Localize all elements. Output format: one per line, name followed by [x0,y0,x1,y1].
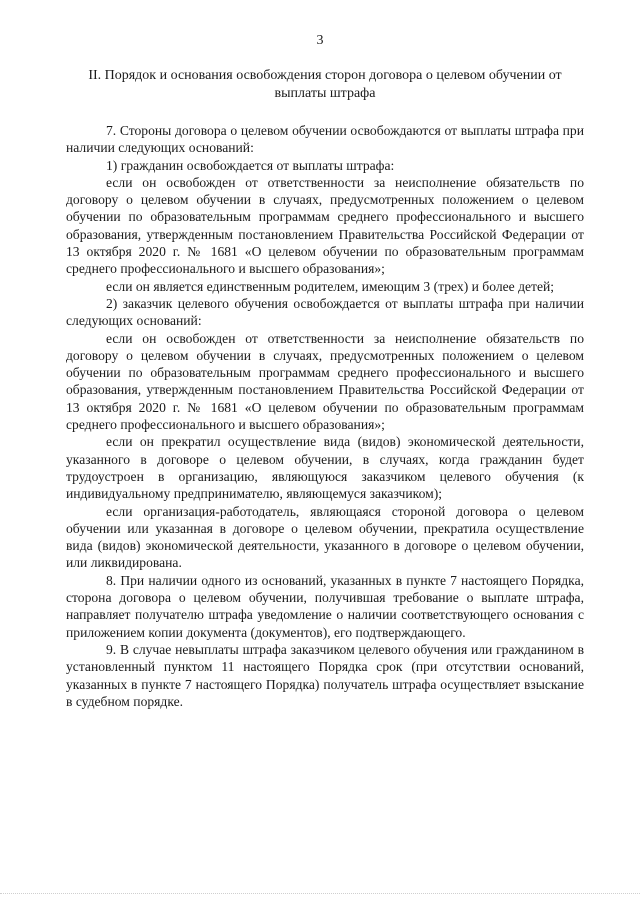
paragraph-7-item-1-clause-b: если он является единственным родителем, имеющим 3 (трех) и более детей; [106,278,555,294]
paragraph-7-item-2-clause-b: если он прекратил осуществление вида (видов) экономической деятельности, указанного в договоре о целевом обучении, в случаях, когда гражданин будет трудоустроен в организацию, являющуюся заказчиком целевого обучения (к индивидуальному предпринимателю, являющемуся заказчиком); [66,434,584,502]
paragraph-7-item-2-clause-a: если он освобожден от ответственности за неисполнение обязательств по договору о целевом обучении в случаях, предусмотренных положением о целевом обучении по образовательным программам среднего профессионального и высшего образования, утвержденным постановлением Правительства Российской Федерации от 13 октября 2020 г. № 1681 «О целевом обучении по образовательным программам среднего профессионального и высшего образования»; [66,330,584,433]
paragraph-7-item-1: 1) гражданин освобождается от выплаты штрафа: [106,157,395,173]
paragraph-7: 7. Стороны договора о целевом обучении освобождаются от выплаты штрафа при наличии следующих оснований: [66,123,584,156]
document-body [66,122,584,710]
paragraph-8: 8. При наличии одного из оснований, указанных в пункте 7 настоящего Порядка, сторона договора о целевом обучении, получившая требование о выплате штрафа, направляет получателю штрафа уведомление о наличии соответствующего основания с приложением копии документа (документов), его подтверждающего. [66,572,584,640]
paragraph-9: 9. В случае невыплаты штрафа заказчиком целевого обучения или гражданином в установленный пунктом 11 настоящего Порядка срок (при отсутствии оснований, указанных в пункте 7 настоящего Порядка) получатель штрафа осуществляет взыскание в судебном порядке. [66,641,584,709]
paragraph-7-item-1-clause-a: если он освобожден от ответственности за неисполнение обязательств по договору о целевом обучении в случаях, предусмотренных положением о целевом обучении по образовательным программам среднего профессионального и высшего образования, утвержденным постановлением Правительства Российской Федерации от 13 октября 2020 г. № 1681 «О целевом обучении по образовательным программам среднего профессионального и высшего образования»; [66,174,584,277]
paragraph-7-item-2: 2) заказчик целевого обучения освобождается от выплаты штрафа при наличии следующих оснований: [66,295,584,329]
page-bottom-edge [0,893,640,894]
paragraph-7-item-2-clause-c: если организация-работодатель, являющаяся стороной договора о целевом обучении или указанная в договоре о целевом обучении, прекратила осуществление вида (видов) экономической деятельности, указанного в договоре о целевом обучении, или ликвидирована. [66,503,584,571]
page-number: 3 [316,33,324,48]
section-title: II. Порядок и основания освобождения сторон договора о целевом обучении от выплаты штрафа [88,68,562,101]
